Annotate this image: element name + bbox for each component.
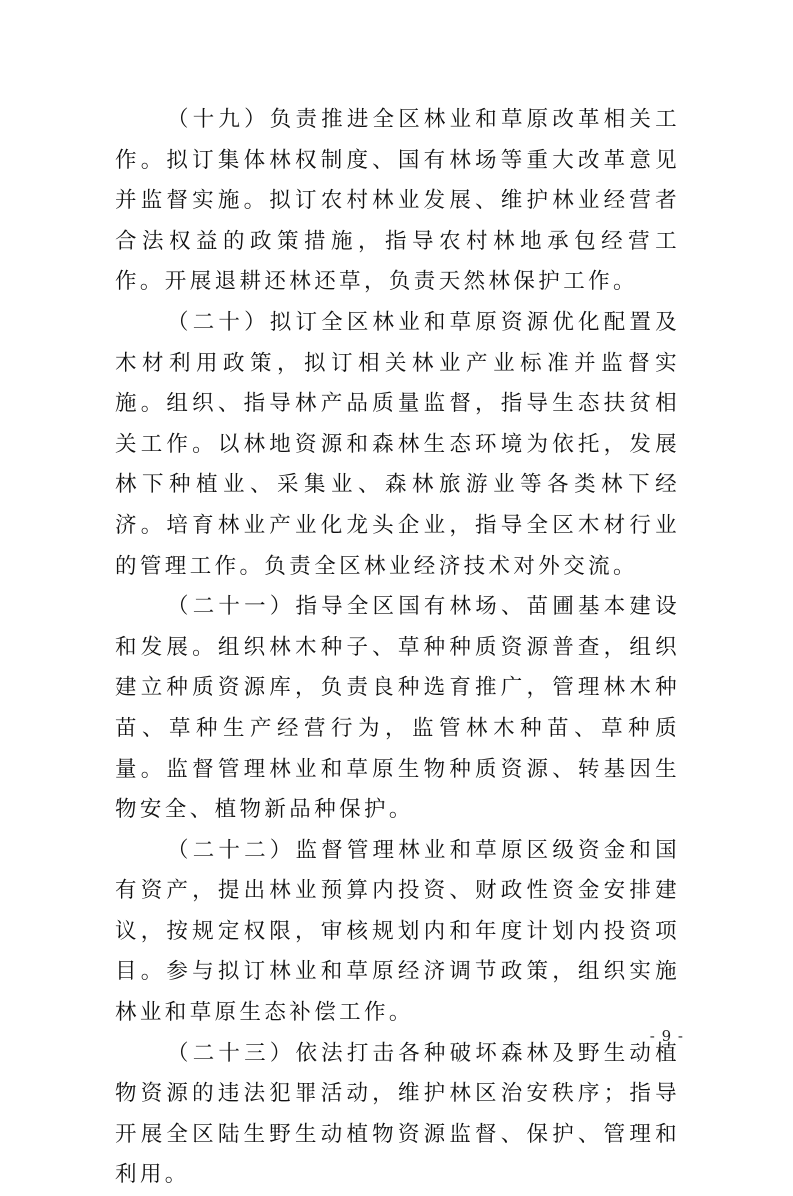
paragraph-20: （二十）拟订全区林业和草原资源优化配置及木材利用政策，拟订相关林业产业标准并监督实施。组织、指导林产品质量监督，指导生态扶贫相关工作。以林地资源和森林生态环境为依托，发展林下种植业、采集业、森林旅游业等各类林下经济。培育林业产业化龙头企业，指导全区木材行业的管理工作。负责全区林业经济技术对外交流。 [115, 309, 680, 579]
paragraph-19: （十九）负责推进全区林业和草原改革相关工作。拟订集体林权制度、国有林场等重大改革意见并监督实施。拟订农村林业发展、维护林业经营者合法权益的政策措施，指导农村林地承包经营工作。开展退耕还林还草，负责天然林保护工作。 [115, 107, 680, 295]
paragraph-21: （二十一）指导全区国有林场、苗圃基本建设和发展。组织林木种子、草种种质资源普查，组织建立种质资源库，负责良种选育推广，管理林木种苗、草种生产经营行为，监管林木种苗、草种质量。监督管理林业和草原生物种质资源、转基因生物安全、植物新品种保护。 [115, 594, 680, 823]
paragraph-22: （二十二）监督管理林业和草原区级资金和国有资产，提出林业预算内投资、财政性资金安排建议，按规定权限，审核规划内和年度计划内投资项目。参与拟订林业和草原经济调节政策，组织实施林业和草原生态补偿工作。 [115, 837, 680, 1026]
body-text [115, 100, 680, 1196]
paragraph-23: （二十三）依法打击各种破坏森林及野生动植物资源的违法犯罪活动，维护林区治安秩序；指导开展全区陆生野生动植物资源监督、保护、管理和利用。 [115, 1040, 680, 1188]
page-number: - 9 - [649, 1027, 684, 1045]
